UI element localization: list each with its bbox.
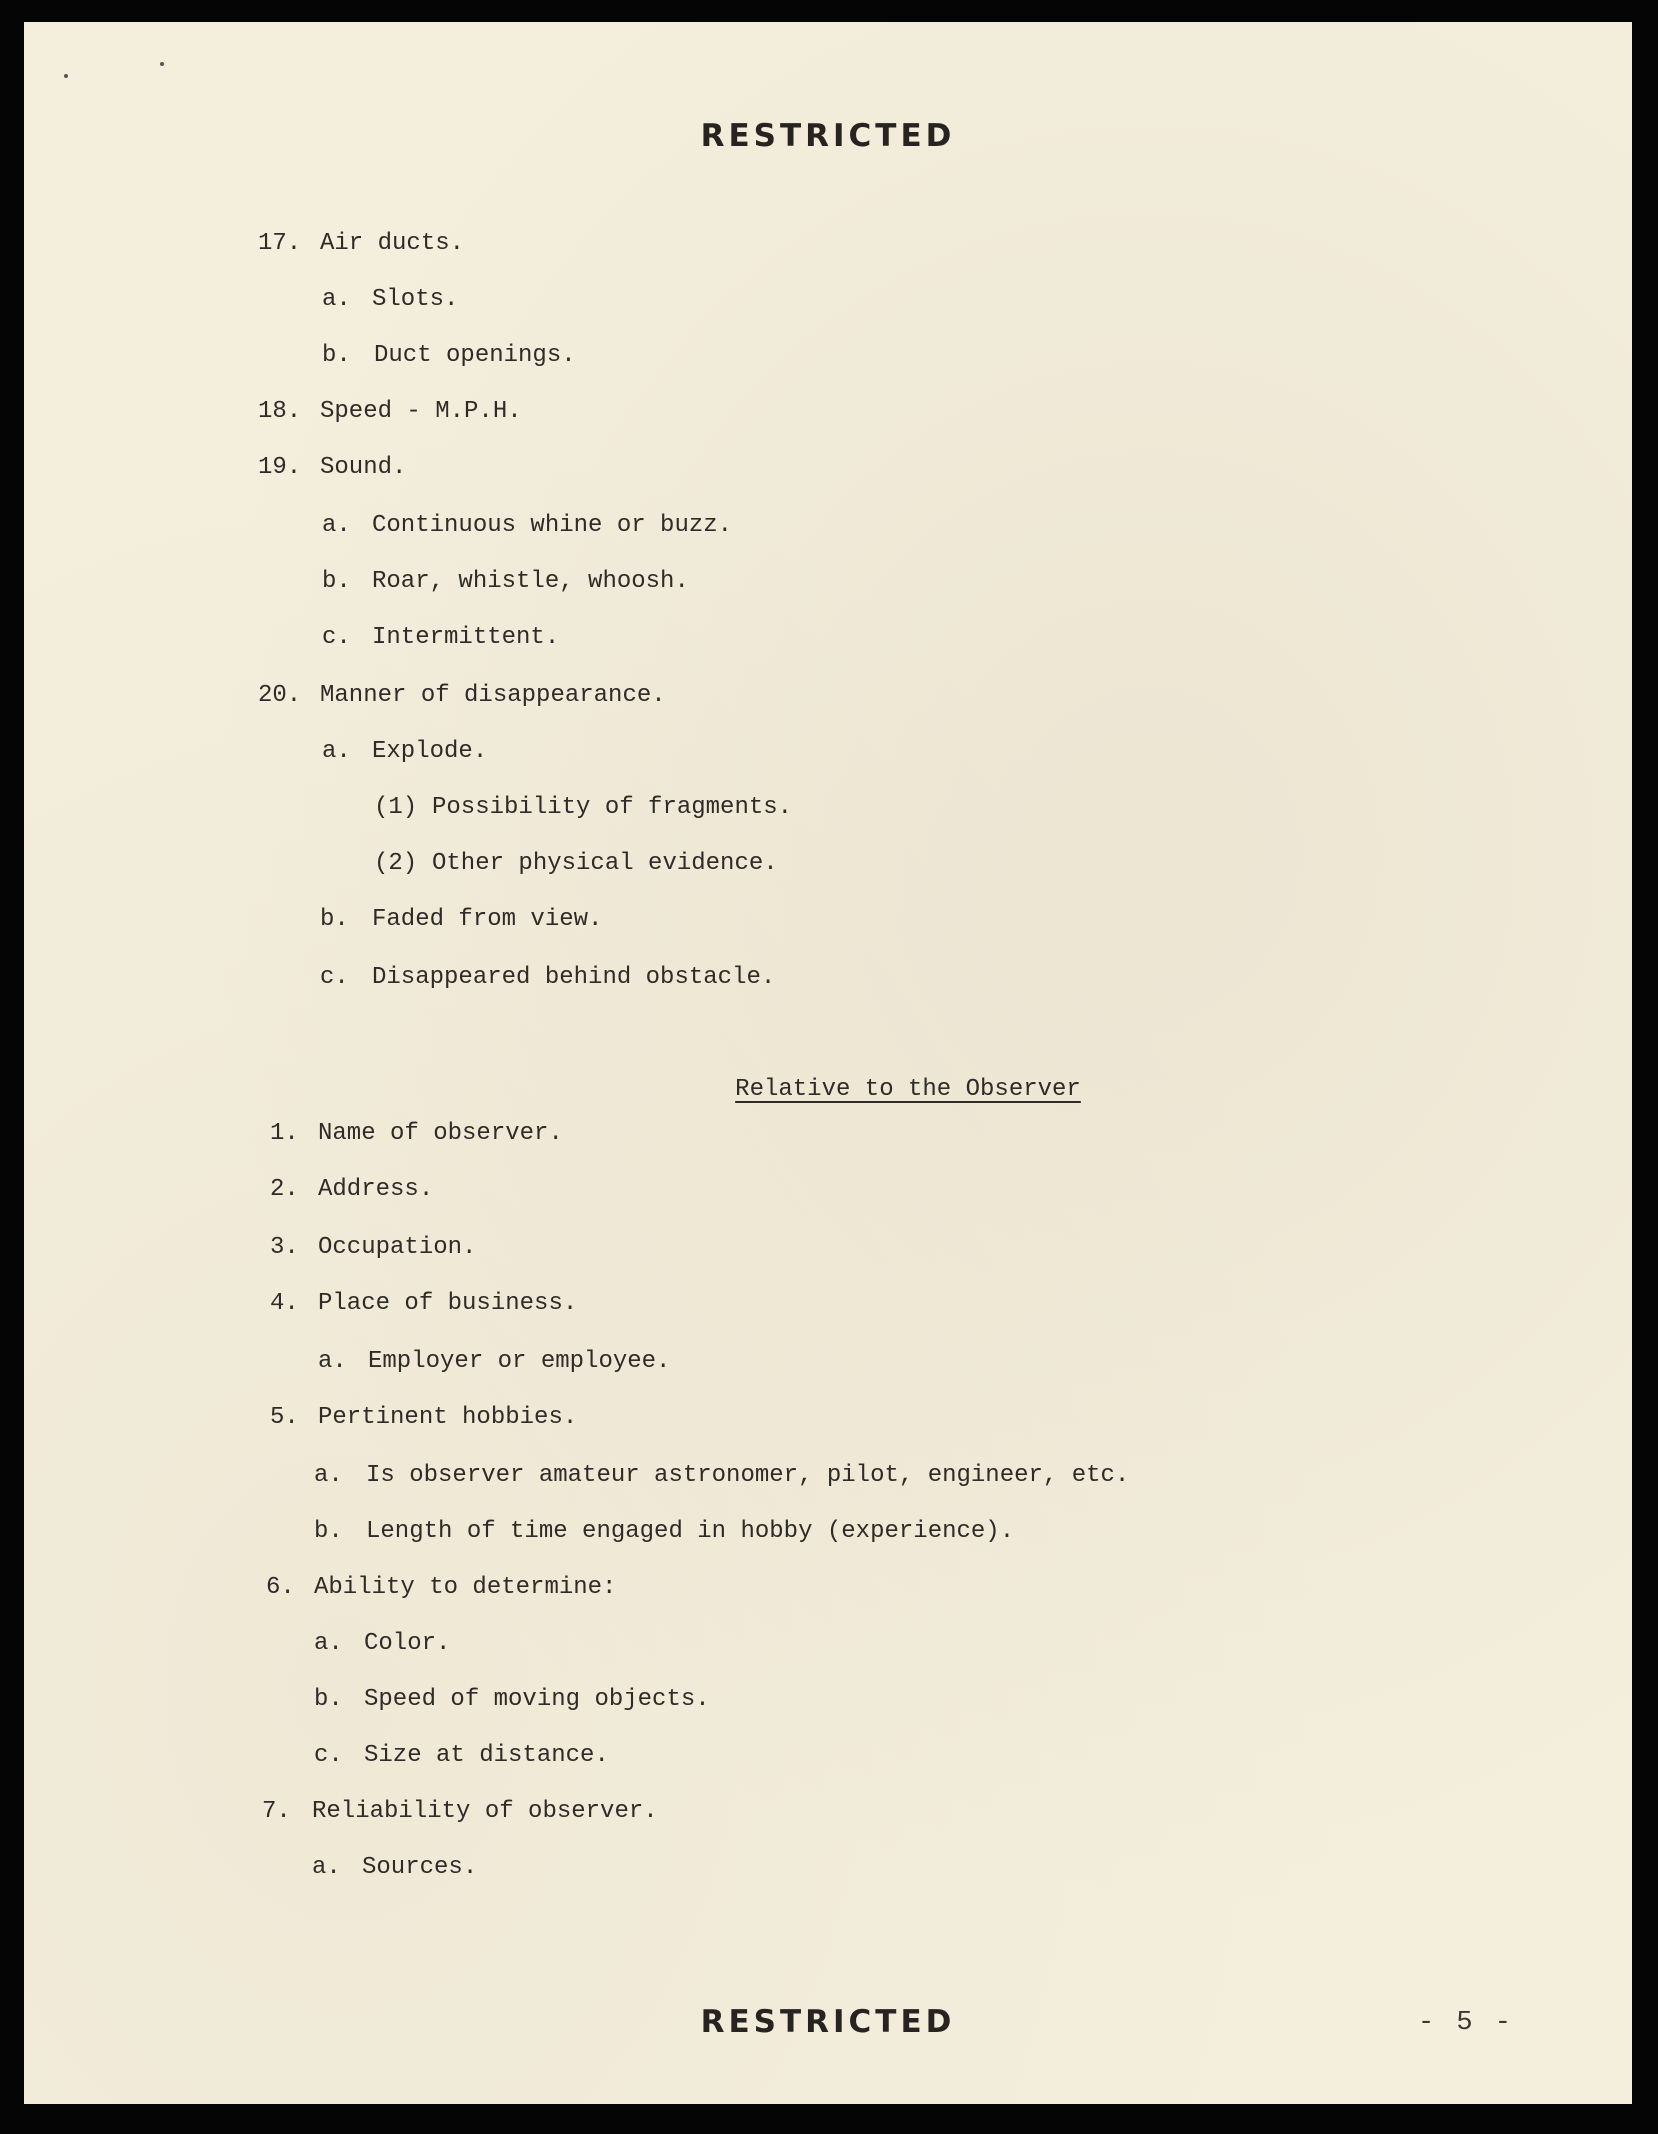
- list-item: [258, 230, 464, 257]
- item-text: Possibility of fragments.: [432, 794, 793, 821]
- list-item: [314, 1742, 609, 1769]
- item-text: Sound.: [320, 454, 407, 481]
- list-item: [270, 1176, 433, 1203]
- list-item: [270, 1234, 476, 1261]
- item-number: 7.: [262, 1798, 291, 1825]
- speck-mark: [64, 74, 68, 78]
- item-text: Other physical evidence.: [432, 850, 778, 877]
- item-number: 3.: [270, 1234, 299, 1261]
- item-text: Pertinent hobbies.: [318, 1404, 578, 1431]
- item-number: (2): [374, 850, 418, 877]
- item-text: Color.: [364, 1630, 451, 1657]
- list-item: [320, 964, 775, 991]
- item-number: 1.: [270, 1120, 299, 1147]
- section-heading-text: Relative to the Observer: [735, 1076, 1081, 1103]
- list-item: [322, 286, 458, 313]
- item-text: Disappeared behind obstacle.: [372, 964, 776, 991]
- item-number: b.: [320, 906, 349, 933]
- item-text: Explode.: [372, 738, 488, 765]
- item-number: c.: [320, 964, 349, 991]
- list-item: [258, 682, 666, 709]
- item-text: Length of time engaged in hobby (experience).: [366, 1518, 1015, 1545]
- list-item: [314, 1686, 710, 1713]
- item-number: 5.: [270, 1404, 299, 1431]
- item-number: 2.: [270, 1176, 299, 1203]
- list-item: [262, 1798, 658, 1825]
- item-text: Intermittent.: [372, 624, 560, 651]
- list-item: [318, 1348, 670, 1375]
- list-item: [270, 1290, 577, 1317]
- item-text: Sources.: [362, 1854, 478, 1881]
- item-text: Speed of moving objects.: [364, 1686, 710, 1713]
- list-item: [320, 906, 602, 933]
- list-item: [374, 794, 792, 821]
- list-item: [322, 738, 487, 765]
- list-item: [322, 342, 576, 369]
- list-item: [266, 1574, 616, 1601]
- item-text: Continuous whine or buzz.: [372, 512, 733, 539]
- item-text: Speed - M.P.H.: [320, 398, 522, 425]
- list-item: [314, 1462, 1129, 1489]
- list-item: [314, 1630, 450, 1657]
- item-text: Employer or employee.: [368, 1348, 671, 1375]
- item-text: Roar, whistle, whoosh.: [372, 568, 689, 595]
- list-item: [322, 512, 732, 539]
- item-text: Faded from view.: [372, 906, 603, 933]
- item-text: Manner of disappearance.: [320, 682, 666, 709]
- speck-mark: [160, 62, 164, 66]
- list-item: [258, 454, 406, 481]
- item-text: Size at distance.: [364, 1742, 609, 1769]
- item-text: Occupation.: [318, 1234, 477, 1261]
- item-number: c.: [322, 624, 351, 651]
- list-item: [270, 1404, 577, 1431]
- header-classification: RESTRICTED: [700, 118, 956, 154]
- item-text: Name of observer.: [318, 1120, 563, 1147]
- page-number: - 5 -: [1417, 2008, 1514, 2038]
- item-number: b.: [314, 1686, 343, 1713]
- item-number: c.: [314, 1742, 343, 1769]
- list-item: [322, 624, 559, 651]
- item-number: a.: [312, 1854, 341, 1881]
- item-number: 20.: [258, 682, 302, 709]
- item-number: a.: [314, 1462, 343, 1489]
- item-text: Is observer amateur astronomer, pilot, engineer, etc.: [366, 1462, 1130, 1489]
- list-item: [270, 1120, 563, 1147]
- document-page: [24, 22, 1632, 2104]
- list-item: [322, 568, 689, 595]
- item-number: 18.: [258, 398, 302, 425]
- item-text: Address.: [318, 1176, 434, 1203]
- list-item: [312, 1854, 477, 1881]
- list-item: [314, 1518, 1014, 1545]
- item-number: (1): [374, 794, 418, 821]
- item-number: b.: [322, 568, 351, 595]
- item-text: Ability to determine:: [314, 1574, 617, 1601]
- item-number: a.: [314, 1630, 343, 1657]
- item-number: a.: [322, 738, 351, 765]
- item-number: a.: [318, 1348, 347, 1375]
- item-number: a.: [322, 512, 351, 539]
- item-text: Duct openings.: [374, 342, 576, 369]
- item-number: b.: [314, 1518, 343, 1545]
- item-text: Reliability of observer.: [312, 1798, 658, 1825]
- section-heading: [24, 1076, 1632, 1103]
- item-number: 17.: [258, 230, 302, 257]
- item-number: a.: [322, 286, 351, 313]
- list-item: [258, 398, 522, 425]
- item-number: 6.: [266, 1574, 295, 1601]
- item-text: Slots.: [372, 286, 459, 313]
- item-number: 19.: [258, 454, 302, 481]
- item-number: 4.: [270, 1290, 299, 1317]
- list-item: [374, 850, 778, 877]
- item-text: Air ducts.: [320, 230, 465, 257]
- item-text: Place of business.: [318, 1290, 578, 1317]
- item-number: b.: [322, 342, 351, 369]
- footer-classification: RESTRICTED: [700, 2004, 956, 2040]
